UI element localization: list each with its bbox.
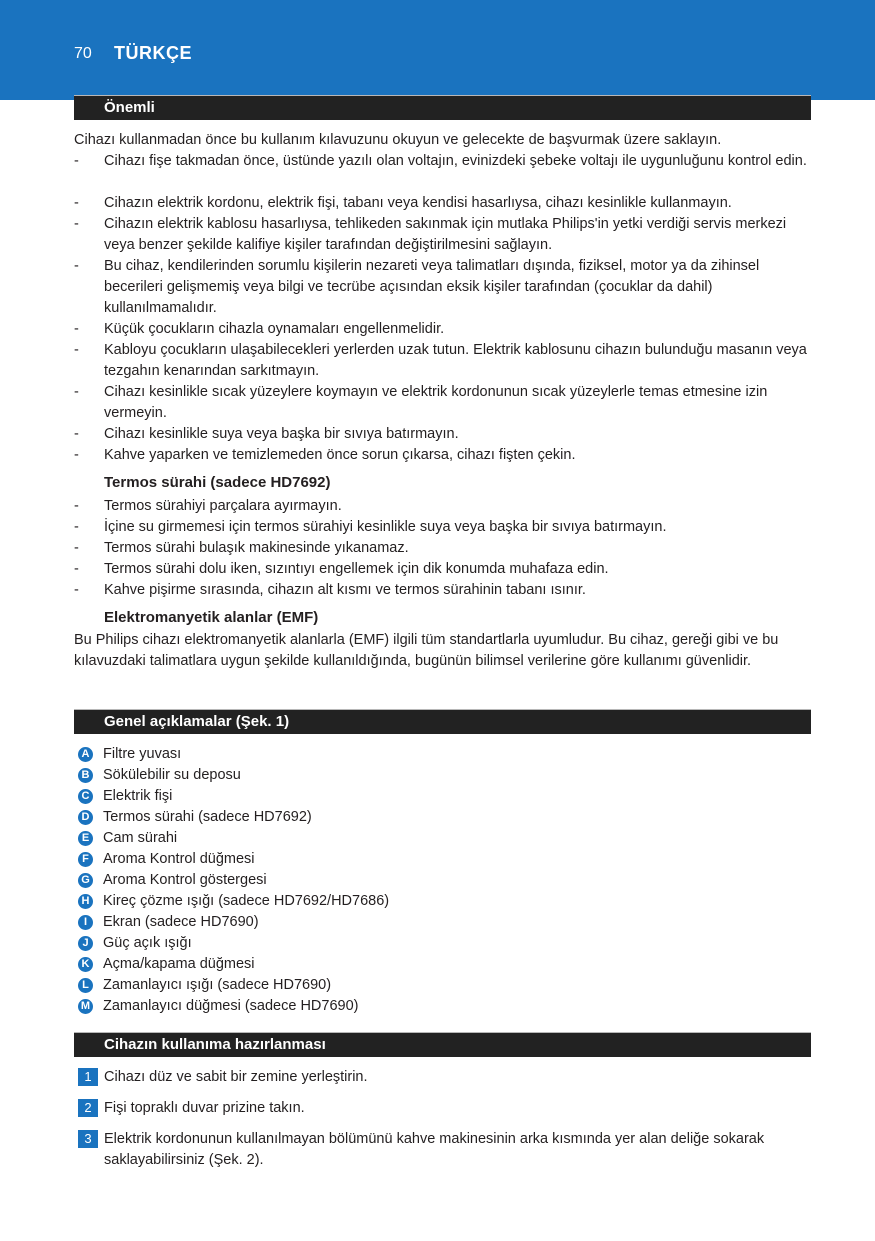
list-item: - Cihazın elektrik kablosu hasarlıysa, tehlikeden sakınmak için mutlaka Philips'in yetki verdiği servis merkezi veya benzer şekilde kalifiye kişiler tarafından değiştirilmesini sağlayın. [74,216,787,253]
list-item: - Termos sürahiyi parçalara ayırmayın. [74,498,342,514]
section-bar-general [74,709,811,734]
section-title: Genel açıklamalar (Şek. 1) [104,713,290,730]
legend-item: A Filtre yuvası [78,744,181,765]
letter-badge: H [78,894,93,909]
legend-item: J Güç açık ışığı [78,933,192,954]
legend-item: C Elektrik fişi [78,786,172,807]
list-item: - Kahve pişirme sırasında, cihazın alt kısmı ve termos sürahinin tabanı ısınır. [74,582,586,598]
legend-item: B Sökülebilir su deposu [78,765,241,786]
list-item: - Kahve yaparken ve temizlemeden önce sorun çıkarsa, cihazı fişten çekin. [74,447,576,463]
letter-badge: E [78,831,93,846]
section-bar-prepare [74,1032,811,1057]
letter-badge: G [78,873,93,888]
section-title: Cihazın kullanıma hazırlanması [104,1036,326,1053]
legend-item: D Termos sürahi (sadece HD7692) [78,807,312,828]
list-item: - Cihazı fişe takmadan önce, üstünde yazılı olan voltajın, evinizdeki şebeke voltajı ile uygunluğunu kontrol edin. [74,153,807,169]
list-item: - Termos sürahi bulaşık makinesinde yıkanamaz. [74,540,409,556]
legend-item: G Aroma Kontrol göstergesi [78,870,267,891]
step-item: 3 Elektrik kordonunun kullanılmayan bölümünü kahve makinesinin arka kısmında yer alan deliğe sokarak saklayabilirsiniz (Şek. 2). [78,1129,811,1171]
legend-item: I Ekran (sadece HD7690) [78,912,259,933]
letter-badge: F [78,852,93,867]
important-intro: Cihazı kullanmadan önce bu kullanım kılavuzunu okuyun ve gelecekte de başvurmak üzere saklayın. [74,132,722,148]
legend-item: F Aroma Kontrol düğmesi [78,849,255,870]
legend-item: H Kireç çözme ışığı (sadece HD7692/HD7686) [78,891,389,912]
step-number: 2 [78,1099,98,1117]
section-title: Önemli [104,99,155,116]
letter-badge: K [78,957,93,972]
section-bar-important [74,95,811,120]
list-item: - Cihazı kesinlikle sıcak yüzeylere koymayın ve elektrik kordonunun sıcak yüzeylerle temas etmesine izin vermeyin. [74,384,768,421]
letter-badge: C [78,789,93,804]
list-item: - Küçük çocukların cihazla oynamaları engellenmelidir. [74,321,445,337]
list-item: - Cihazı kesinlikle suya veya başka bir sıvıya batırmayın. [74,426,459,442]
step-number: 1 [78,1068,98,1086]
letter-badge: B [78,768,93,783]
list-item: - Bu cihaz, kendilerinden sorumlu kişilerin nezareti veya talimatları dışında, fiziksel, motor ya da zihinsel becerileri gelişmemiş veya bilgi ve tecrübe açısından eksik kişiler tarafından (çocuklar da dahil) kullanılmamalıdır. [74,258,760,316]
list-item: - Cihazın elektrik kordonu, elektrik fişi, tabanı veya kendisi hasarlıysa, cihazı kesinlikle kullanmayın. [74,195,732,211]
header-band [0,0,875,100]
letter-badge: A [78,747,93,762]
letter-badge: J [78,936,93,951]
page-number: 70 [74,45,92,62]
legend-item: E Cam sürahi [78,828,177,849]
subheading-emf: Elektromanyetik alanlar (EMF) [104,609,319,626]
emf-paragraph: Bu Philips cihazı elektromanyetik alanlarla (EMF) ilgili tüm standartlarla uyumludur. Bu cihaz, gereği gibi ve bu kılavuzdaki talimatlara uygun şekilde kullanıldığında, bugünün bilimsel verilerine göre kullanımı güvenlidir. [74,632,779,669]
legend-item: L Zamanlayıcı ışığı (sadece HD7690) [78,975,331,996]
step-item: 1 Cihazı düz ve sabit bir zemine yerleştirin. [78,1067,811,1088]
subheading-thermos: Termos sürahi (sadece HD7692) [104,474,331,491]
letter-badge: M [78,999,93,1014]
letter-badge: I [78,915,93,930]
step-item: 2 Fişi topraklı duvar prizine takın. [78,1098,811,1119]
letter-badge: D [78,810,93,825]
list-item: - Termos sürahi dolu iken, sızıntıyı engellemek için dik konumda muhafaza edin. [74,561,609,577]
list-item: - Kabloyu çocukların ulaşabilecekleri yerlerden uzak tutun. Elektrik kablosunu cihazın bulunduğu masanın veya tezgahın kenarından sarkıtmayın. [74,342,807,379]
legend-item: M Zamanlayıcı düğmesi (sadece HD7690) [78,996,358,1017]
step-number: 3 [78,1130,98,1148]
language-title: TÜRKÇE [114,43,192,63]
list-item: - İçine su girmemesi için termos sürahiyi kesinlikle suya veya başka bir sıvıya batırmayın. [74,519,667,535]
legend-item: K Açma/kapama düğmesi [78,954,255,975]
letter-badge: L [78,978,93,993]
